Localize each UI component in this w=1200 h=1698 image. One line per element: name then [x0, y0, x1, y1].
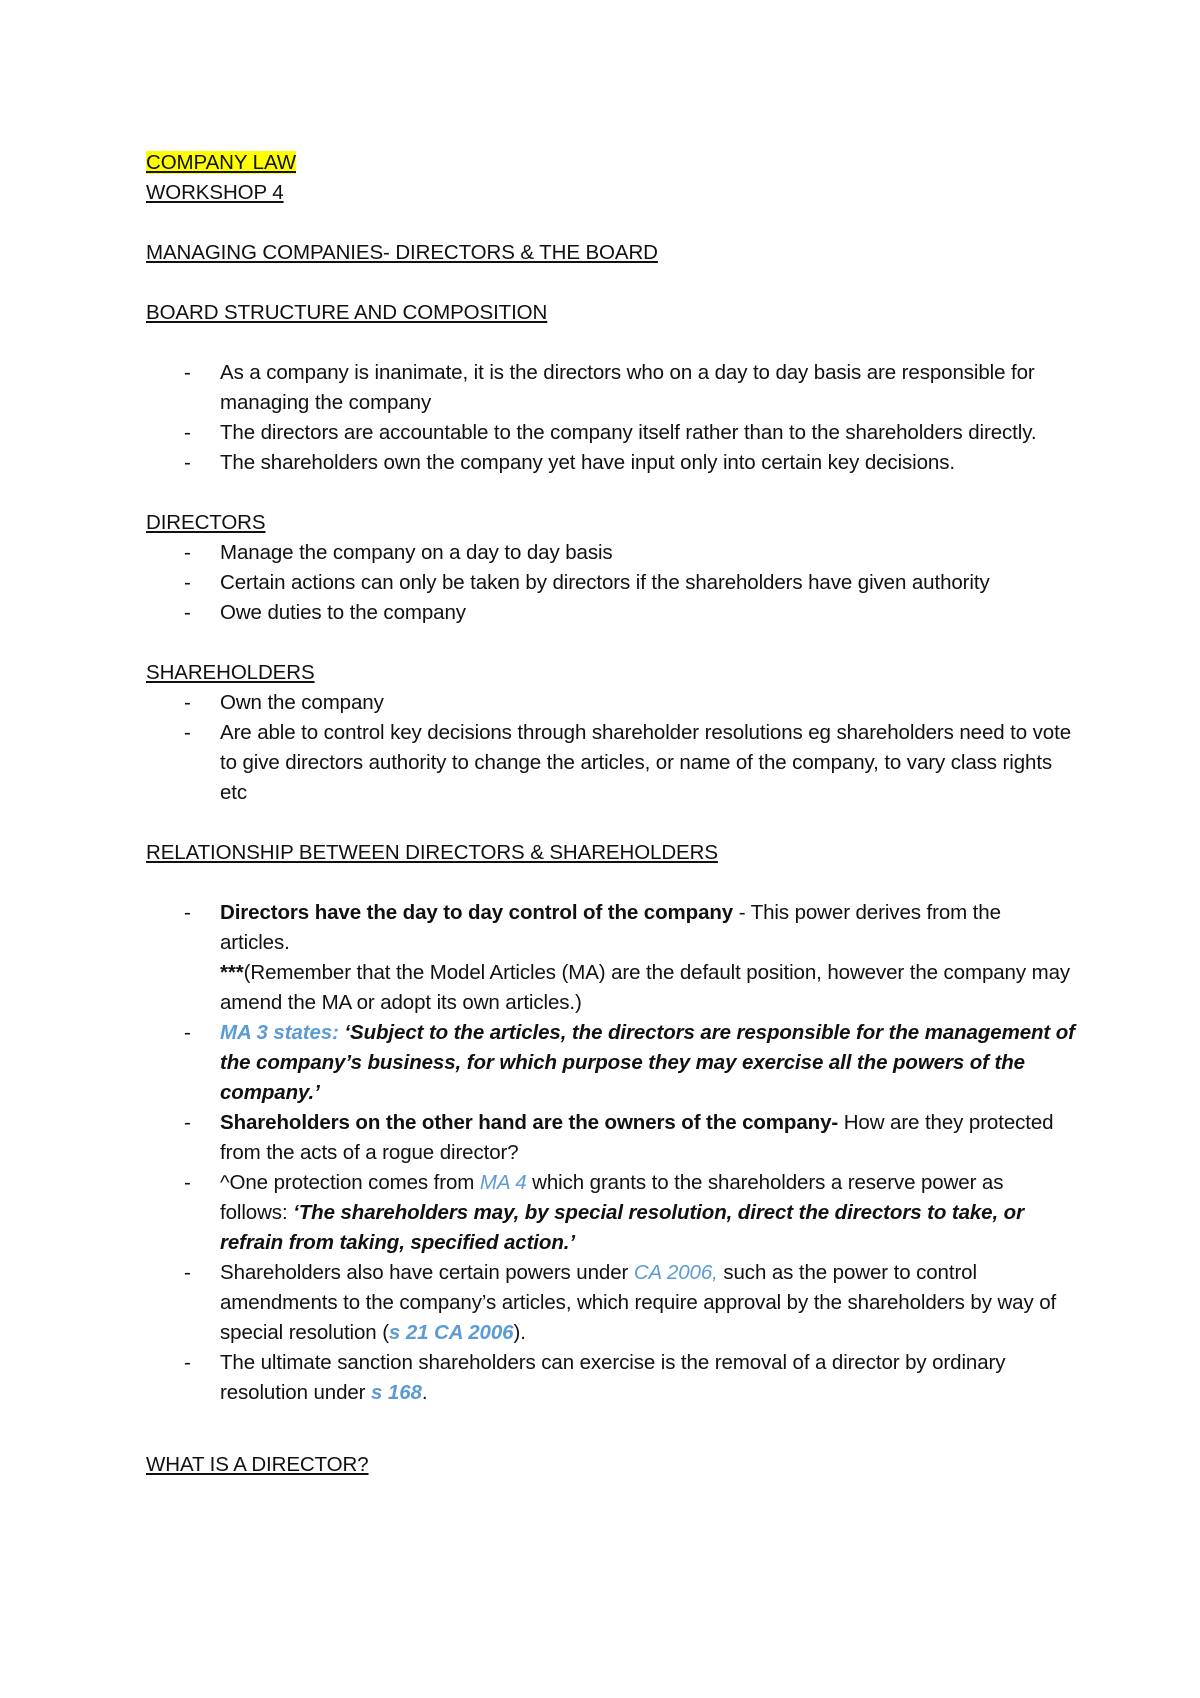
list-item — [146, 898, 1076, 1018]
list-item — [146, 1018, 1076, 1108]
ca2006-text: such as the power to control amendments to the company’s articles, which require approval by the shareholders by way of special resolution ( — [220, 1261, 1057, 1344]
board-structure-heading: BOARD STRUCTURE AND COMPOSITION — [146, 301, 548, 324]
relationship-list — [146, 898, 1076, 1408]
list-item: - Certain actions can only be taken by directors if the shareholders have given authority — [146, 568, 1076, 598]
list-item: - Manage the company on a day to day basis — [146, 538, 1076, 568]
list-item — [146, 1108, 1076, 1168]
board-structure-list — [146, 358, 1076, 478]
workshop-label: WORKSHOP 4 — [146, 181, 284, 204]
list-item — [146, 1348, 1076, 1408]
ca2006-intro: Shareholders also have certain powers under — [220, 1261, 634, 1284]
ma4-reference: MA 4 — [479, 1171, 527, 1194]
list-item: - Owe duties to the company — [146, 598, 1076, 628]
topic-heading: MANAGING COMPANIES- DIRECTORS & THE BOARD — [146, 241, 658, 264]
list-item — [146, 1258, 1076, 1348]
list-item: - Are able to control key decisions through shareholder resolutions eg shareholders need to vote to give directors authority to change the articles, or name of the company, to vary class rights etc — [146, 718, 1076, 808]
ca2006-reference: CA 2006, — [633, 1261, 718, 1284]
ma3-reference: MA 3 states: — [220, 1021, 339, 1044]
document-body — [146, 148, 1076, 1480]
rogue-director-question: How are they protected from the acts of a rogue director? — [220, 1111, 1054, 1164]
shareholders-heading: SHAREHOLDERS — [146, 661, 315, 684]
directors-heading: DIRECTORS — [146, 511, 266, 534]
directors-list — [146, 538, 1076, 628]
directors-control-text: - This power derives from the articles. — [220, 901, 1001, 954]
list-item — [146, 1168, 1076, 1258]
list-item: - The shareholders own the company yet have input only into certain key decisions. — [146, 448, 1076, 478]
list-item: - As a company is inanimate, it is the directors who on a day to day basis are responsible for managing the company — [146, 358, 1076, 418]
course-title-highlight: COMPANY LAW — [146, 151, 297, 174]
protection-text: ^One protection comes from — [220, 1171, 480, 1194]
removal-close: . — [421, 1381, 428, 1404]
shareholders-owners-bold: Shareholders on the other hand are the owners of the company- — [220, 1111, 839, 1134]
ma4-quote: ‘The shareholders may, by special resolution, direct the directors to take, or refrain from taking, specified action.’ — [220, 1201, 1024, 1254]
list-item: - The directors are accountable to the company itself rather than to the shareholders directly. — [146, 418, 1076, 448]
asterisks: *** — [220, 961, 244, 984]
directors-control-bold: Directors have the day to day control of the company — [220, 901, 734, 924]
list-item: - Own the company — [146, 688, 1076, 718]
relationship-heading: RELATIONSHIP BETWEEN DIRECTORS & SHAREHOLDERS — [146, 841, 718, 864]
shareholders-list — [146, 688, 1076, 808]
course-title — [146, 148, 1076, 178]
model-articles-note: (Remember that the Model Articles (MA) are the default position, however the company may amend the MA or adopt its own articles.) — [220, 961, 1071, 1014]
ma3-quote: ‘Subject to the articles, the directors are responsible for the management of the company’s business, for which purpose they may exercise all the powers of the company.’ — [220, 1021, 1075, 1104]
s21-reference: s 21 CA 2006 — [388, 1321, 514, 1344]
s168-reference: s 168 — [371, 1381, 422, 1404]
what-is-director-heading: WHAT IS A DIRECTOR? — [146, 1453, 369, 1476]
removal-text: The ultimate sanction shareholders can exercise is the removal of a director by ordinary resolution under — [220, 1351, 1006, 1404]
reserve-power-text: which grants to the shareholders a reserve power as follows: — [220, 1171, 1004, 1224]
ca2006-close: ). — [513, 1321, 526, 1344]
